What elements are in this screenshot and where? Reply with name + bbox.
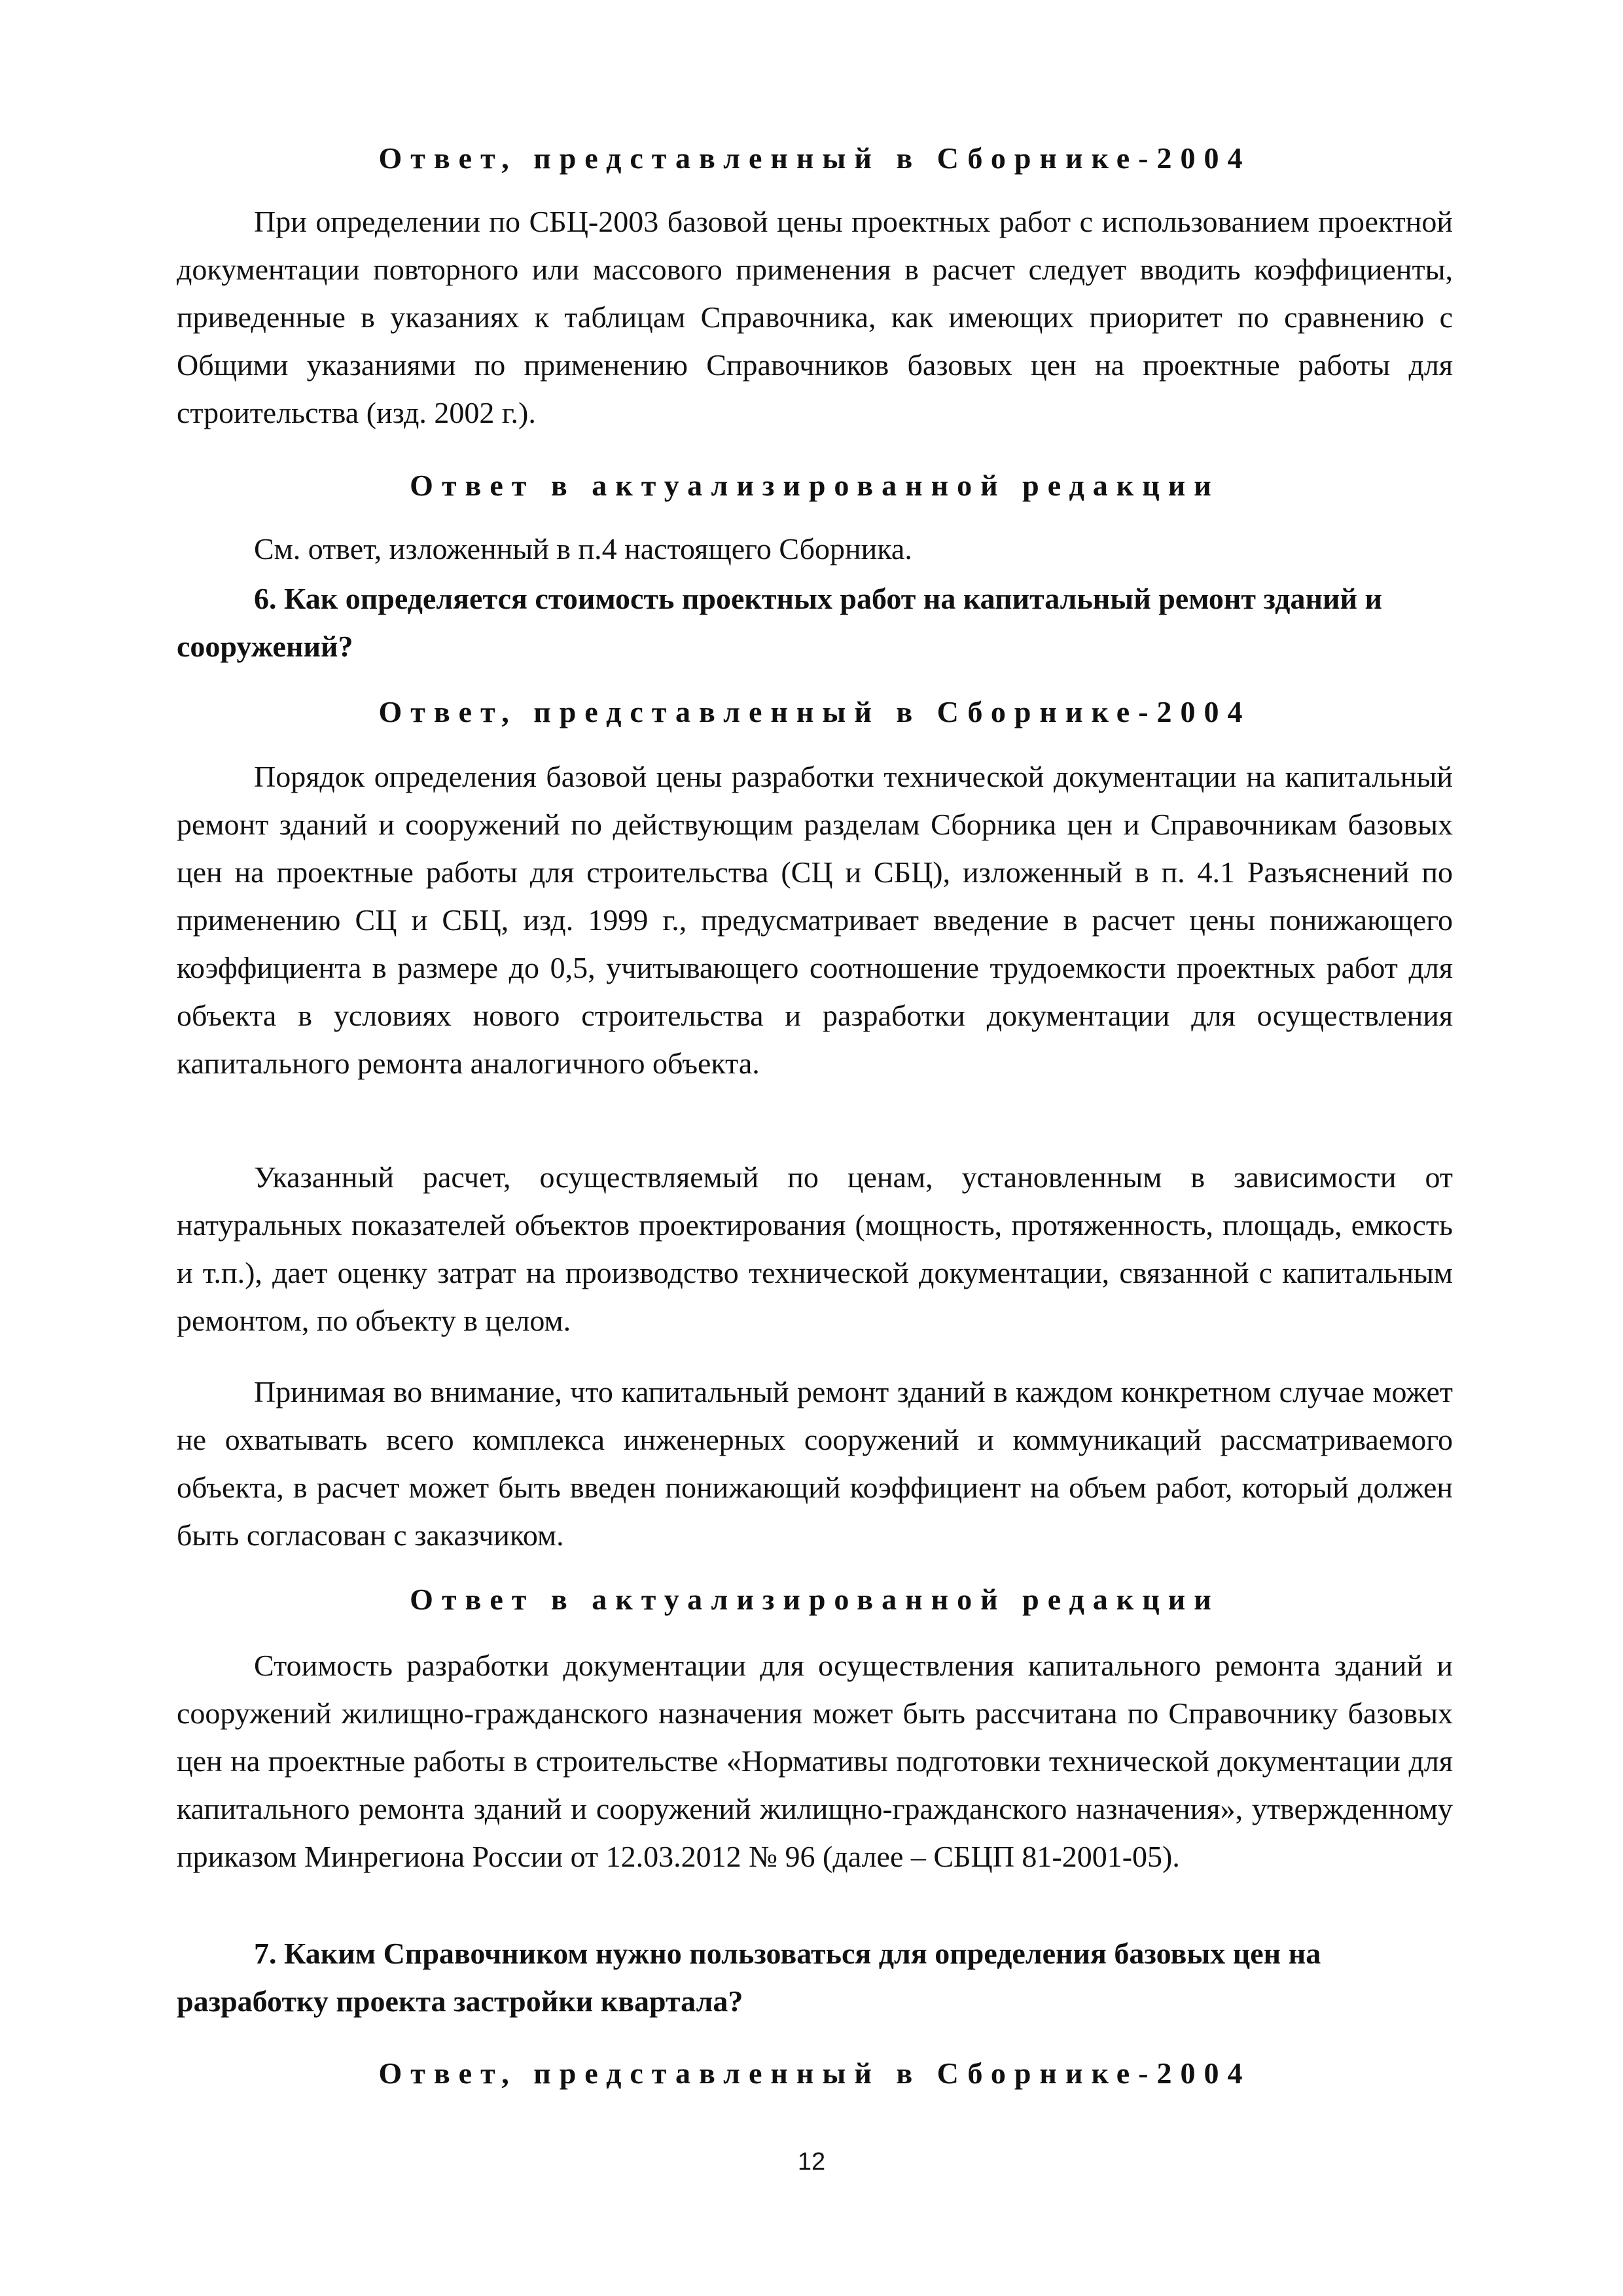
paragraph-answer-2004: Порядок определения базовой цены разработки технической документации на капитальный ремонт зданий и сооружений по действующим разделам Сборника цен и Справочникам базовых цен на проектные работы для строительства (СЦ и СБЦ), изложенный в п. 4.1 Разъяснений по применению СЦ и СБЦ, изд. 1999 г., предусматривает введение в расчет цены понижающего коэффициента в размере до 0,5, учитывающего соотношение трудоемкости проектных работ для объекта в условиях нового строительства и разработки документации для осуществления капитального ремонта аналогичного объекта. <box>177 760 1453 1080</box>
section-heading-answer-2004: Ответ, представленный в Сборнике-2004 <box>378 141 1251 175</box>
paragraph-updated-answer: Стоимость разработки документации для осуществления капитального ремонта зданий и сооружений жилищно-гражданского назначения может быть рассчитана по Справочнику базовых цен на проектные работы в строительстве «Нормативы подготовки технической документации для капитального ремонта зданий и сооружений жилищно-гражданского назначения», утвержденному приказом Минрегиона России от 12.03.2012 № 96 (далее – СБЦП 81-2001-05). <box>177 1649 1453 1873</box>
question-7: 7. Каким Справочником нужно пользоваться для определения базовых цен на разработку проекта застройки квартала? <box>177 1937 1321 2018</box>
section-heading-answer-2004: Ответ, представленный в Сборнике-2004 <box>378 2056 1251 2090</box>
section-heading-updated-answer: Ответ в актуализированной редакции <box>410 469 1220 502</box>
paragraph-answer-2004: Указанный расчет, осуществляемый по ценам, установленным в зависимости от натуральных показателей объектов проектирования (мощность, протяженность, площадь, емкость и т.п.), дает оценку затрат на производство технической документации, связанной с капитальным ремонтом, по объекту в целом. <box>177 1160 1453 1337</box>
paragraph-answer-2004: При определении по СБЦ-2003 базовой цены проектных работ с использованием проектной документации повторного или массового применения в расчет следует вводить коэффициенты, приведенные в указаниях к таблицам Справочника, как имеющих приоритет по сравнению с Общими указаниями по применению Справочников базовых цен на проектные работы для строительства (изд. 2002 г.). <box>177 205 1453 429</box>
section-heading-answer-2004: Ответ, представленный в Сборнике-2004 <box>378 695 1251 728</box>
section-heading-updated-answer: Ответ в актуализированной редакции <box>410 1583 1220 1616</box>
question-6: 6. Как определяется стоимость проектных работ на капитальный ремонт зданий и сооружений? <box>177 582 1382 663</box>
page-number: 12 <box>797 2148 826 2176</box>
paragraph-answer-2004: Принимая во внимание, что капитальный ремонт зданий в каждом конкретном случае может не охватывать всего комплекса инженерных сооружений и коммуникаций рассматриваемого объекта, в расчет может быть введен понижающий коэффициент на объем работ, который должен быть согласован с заказчиком. <box>177 1375 1453 1552</box>
paragraph-updated-answer: См. ответ, изложенный в п.4 настоящего Сборника. <box>254 532 912 565</box>
